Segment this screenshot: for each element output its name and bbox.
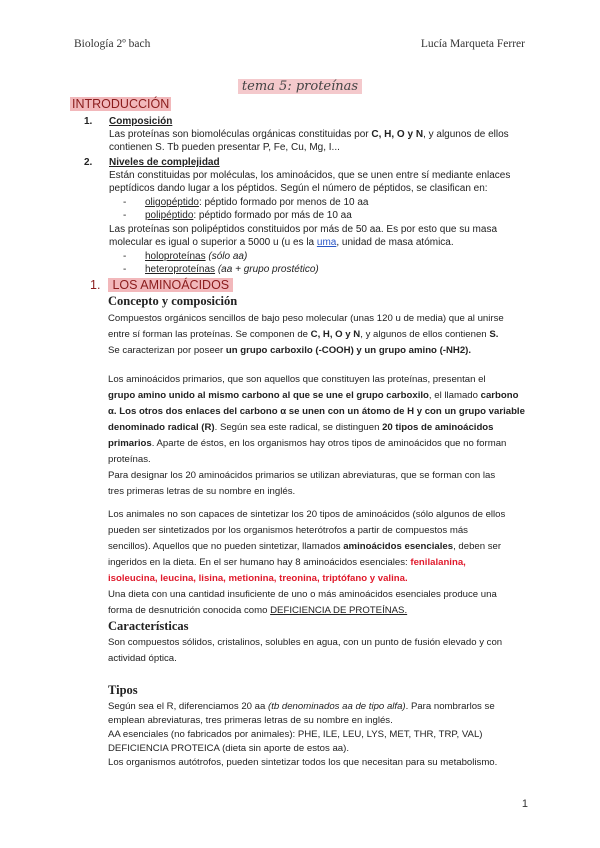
sec1-line2: contienen S. Tb pueden presentar P, Fe, Cu, Mg, I... [109,142,340,153]
aminoacidos-heading: 1. LOS AMINOÁCIDOS [90,278,233,292]
sec1-label: Composición [109,116,173,127]
concepto-p2-line1: Los aminoácidos primarios, que son aquellos que constituyen las proteínas, presentan el [108,374,486,385]
concepto-line3: Se caracterizan por poseer un grupo carboxilo (-COOH) y un grupo amino (-NH2). [108,345,472,356]
page-number: 1 [521,798,528,810]
sec2-line2: peptídicos dando lugar a los péptidos. Según el número de péptidos, se clasifican en: [109,183,488,194]
sec2-label: Niveles de complejidad [109,157,220,168]
caracteristicas-line2: actividad óptica. [108,653,177,664]
concepto-p4-line6: Una dieta con una cantidad insuficiente de uno o más aminoácidos esenciales produce una [108,589,497,600]
concepto-p3-line2: tres primeras letras de su nombre en inglés. [108,486,296,497]
sec2-line4: molecular es igual o superior a 5000 u (u es la uma, unidad de masa atómica. [109,237,454,248]
concepto-p2-line3: α. Los otros dos enlaces del carbono α se unen con un átomo de H y con un grupo variable [108,406,525,417]
concepto-p3-line1: Para designar los 20 aminoácidos primarios se utilizan abreviaturas, que se forman con las [108,470,496,481]
concepto-line1: Compuestos orgánicos sencillos de bajo peso molecular (unas 120 u de media) que al unirse [108,313,504,324]
header-author: Lucía Marqueta Ferrer [420,38,525,50]
bullet-dash: - [123,197,127,208]
sec2-line3: Las proteínas son polipéptidos constituidos por más de 50 aa. Es por esto que su masa [109,224,498,235]
sec2-line1: Están constituidas por moléculas, los aminoácidos, que se unen entre sí mediante enlaces [109,170,511,181]
concepto-line2: entre sí forman las proteínas. Se componen de C, H, O y N, y algunos de ellos contienen S. [108,329,499,340]
tipos-heading: Tipos [108,683,138,697]
concepto-p2-line6: proteínas. [108,454,151,465]
tipos-line5: Los organismos autótrofos, pueden sintetizar todos los que necesitan para su metabolismo. [108,757,498,768]
caracteristicas-heading: Características [108,619,189,633]
concepto-p2-line4: denominado radical (R). Según sea este radical, se distinguen 20 tipos de aminoácidos [108,422,494,433]
bullet-holoproteinas: holoproteínas (sólo aa) [145,251,248,262]
sec1-number: 1. [84,116,93,127]
concepto-heading: Concepto y composición [108,294,238,308]
tipos-line1: Según sea el R, diferenciamos 20 aa (tb denominados aa de tipo alfa). Para nombrarlos se [108,701,495,712]
tipos-line3: AA esenciales (no fabricados por animales): PHE, ILE, LEU, LYS, MET, THR, TRP, VAL) [108,729,483,740]
intro-heading: INTRODUCCIÓN [72,97,170,111]
bullet-dash: - [123,251,127,262]
uma-link[interactable]: uma [316,237,337,248]
concepto-p4-line7: forma de desnutrición conocida como DEFICIENCIA DE PROTEÍNAS. [108,605,408,616]
page-title: tema 5: proteínas [0,79,600,94]
sec2-number: 2. [84,157,93,168]
caracteristicas-line1: Son compuestos sólidos, cristalinos, solubles en agua, con un punto de fusión elevado y con [108,637,503,648]
concepto-p4-line1: Los animales no son capaces de sintetizar los 20 tipos de aminoácidos (sólo algunos de ellos [108,509,506,520]
concepto-p4-line4: ingeridos en la dieta. En el ser humano hay 8 aminoácidos esenciales: fenilalanina, [108,557,466,568]
concepto-p4-line2: pueden ser sintetizados por los organismos heterótrofos a partir de compuestos más [108,525,468,536]
tipos-line4: DEFICIENCIA PROTEICA (dieta sin aporte de estos aa). [108,743,350,754]
concepto-p4-line5: isoleucina, leucina, lisina, metionina, treonina, triptófano y valina. [108,573,408,584]
concepto-p2-line5: primarios. Aparte de éstos, en los organismos hay otros tipos de aminoácidos que no forman [108,438,507,449]
bullet-dash: - [123,210,127,221]
bullet-oligopeptido: oligopéptido: péptido formado por menos de 10 aa [145,197,369,208]
concepto-p4-line3: sencillos). Aquellos que no pueden sintetizar, llamados aminoácidos esenciales, deben ser [108,541,502,552]
sec1-line1: Las proteínas son biomoléculas orgánicas constituidas por C, H, O y N, y algunos de ellos [109,129,509,140]
bullet-dash: - [123,264,127,275]
bullet-heteroproteinas: heteroproteínas (aa + grupo prostético) [145,264,319,275]
header-subject: Biología 2º bach [74,38,151,50]
tipos-line2: emplean abreviaturas, tres primeras letras de su nombre en inglés. [108,715,393,726]
concepto-p2-line2: grupo amino unido al mismo carbono al que se une el grupo carboxilo, el llamado carbono [108,390,519,401]
bullet-polipeptido: polipéptido: péptido formado por más de 10 aa [145,210,352,221]
